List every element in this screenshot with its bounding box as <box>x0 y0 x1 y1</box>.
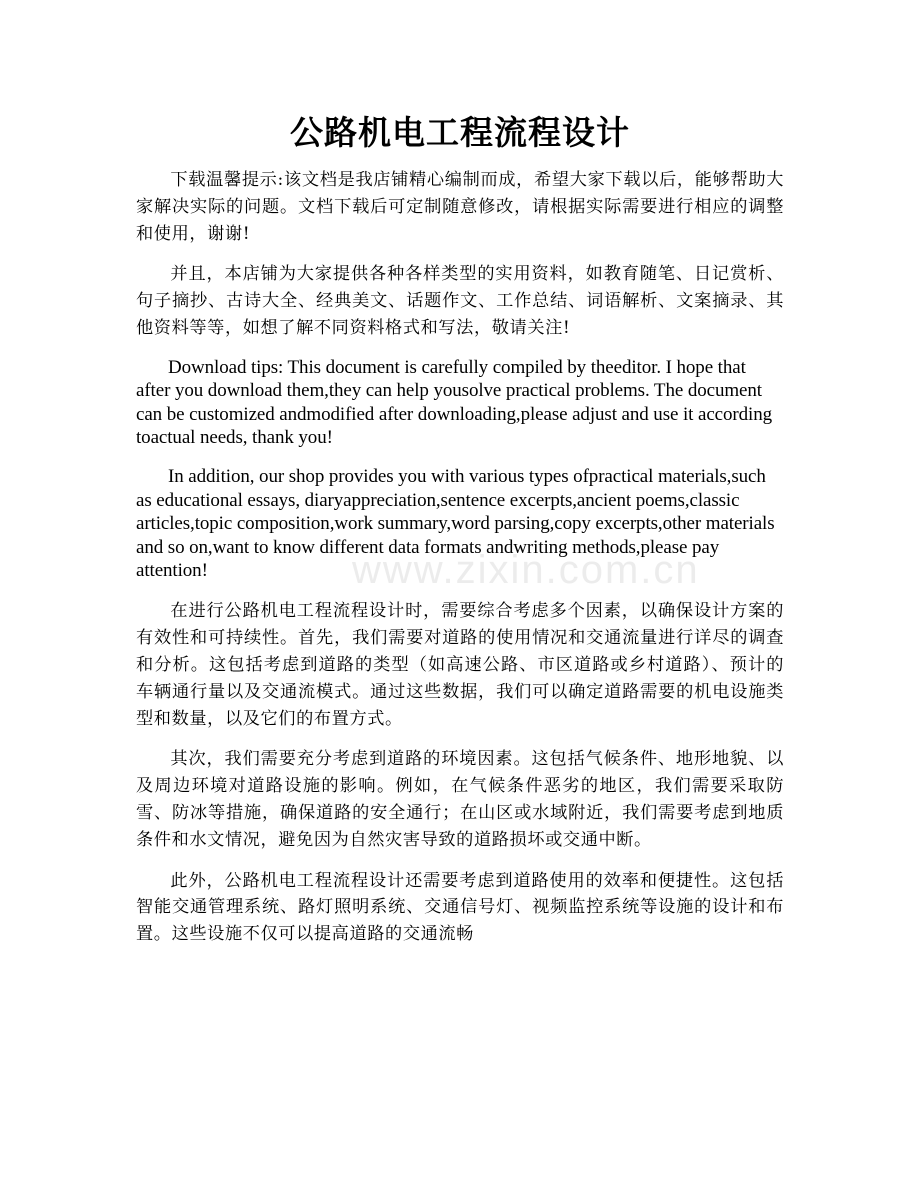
paragraph-download-notice-cn: 下载温馨提示:该文档是我店铺精心编制而成，希望大家下载以后，能够帮助大家解决实际的问题。文档下载后可定制随意修改，请根据实际需要进行相应的调整和使用，谢谢! <box>136 170 784 244</box>
paragraph-environment-factors: 其次，我们需要充分考虑到道路的环境因素。这包括气候条件、地形地貌、以及周边环境对道路设施的影响。例如，在气候条件恶劣的地区，我们需要采取防雪、防冰等措施，确保道路的安全通行；在山区或水域附近，我们需要考虑到地质条件和水文情况，避免因为自然灾害导致的道路损坏或交通中断。 <box>136 749 784 850</box>
paragraph-shop-notice-en: In addition, our shop provides you with various types ofpractical materials,such as educational essays, diaryappreciation,sentence excerpts,ancient poems,classic articles,topic composition,work summary,word parsing,copy excerpts,other materials and so on,want to know different data formats andwriting methods,please pay attention! <box>136 466 775 582</box>
document-body <box>136 167 784 962</box>
paragraph-download-notice-en: Download tips: This document is carefully compiled by theeditor. I hope that after you download them,they can help yousolve practical problems. The document can be customized andmodified after downloading,please adjust and use it according toactual needs, thank you! <box>136 356 773 448</box>
watermark: www.zixin.com.cn <box>352 548 700 592</box>
document-title: 公路机电工程流程设计 <box>290 113 630 152</box>
paragraph-efficiency: 此外，公路机电工程流程设计还需要考虑到道路使用的效率和便捷性。这包括智能交通管理系统、路灯照明系统、交通信号灯、视频监控系统等设施的设计和布置。这些设施不仅可以提高道路的交通流畅 <box>136 870 784 945</box>
paragraph-shop-notice-cn: 并且，本店铺为大家提供各种各样类型的实用资料，如教育随笔、日记赏析、句子摘抄、古诗大全、经典美文、话题作文、工作总结、词语解析、文案摘录、其他资料等等，如想了解不同资料格式和写法，敬请关注! <box>136 264 784 338</box>
paragraph-design-intro: 在进行公路机电工程流程设计时，需要综合考虑多个因素，以确保设计方案的有效性和可持续性。首先，我们需要对道路的使用情况和交通流量进行详尽的调查和分析。这包括考虑到道路的类型（如高速公路、市区道路或乡村道路）、预计的车辆通行量以及交通流模式。通过这些数据，我们可以确定道路需要的机电设施类型和数量，以及它们的布置方式。 <box>136 601 784 729</box>
